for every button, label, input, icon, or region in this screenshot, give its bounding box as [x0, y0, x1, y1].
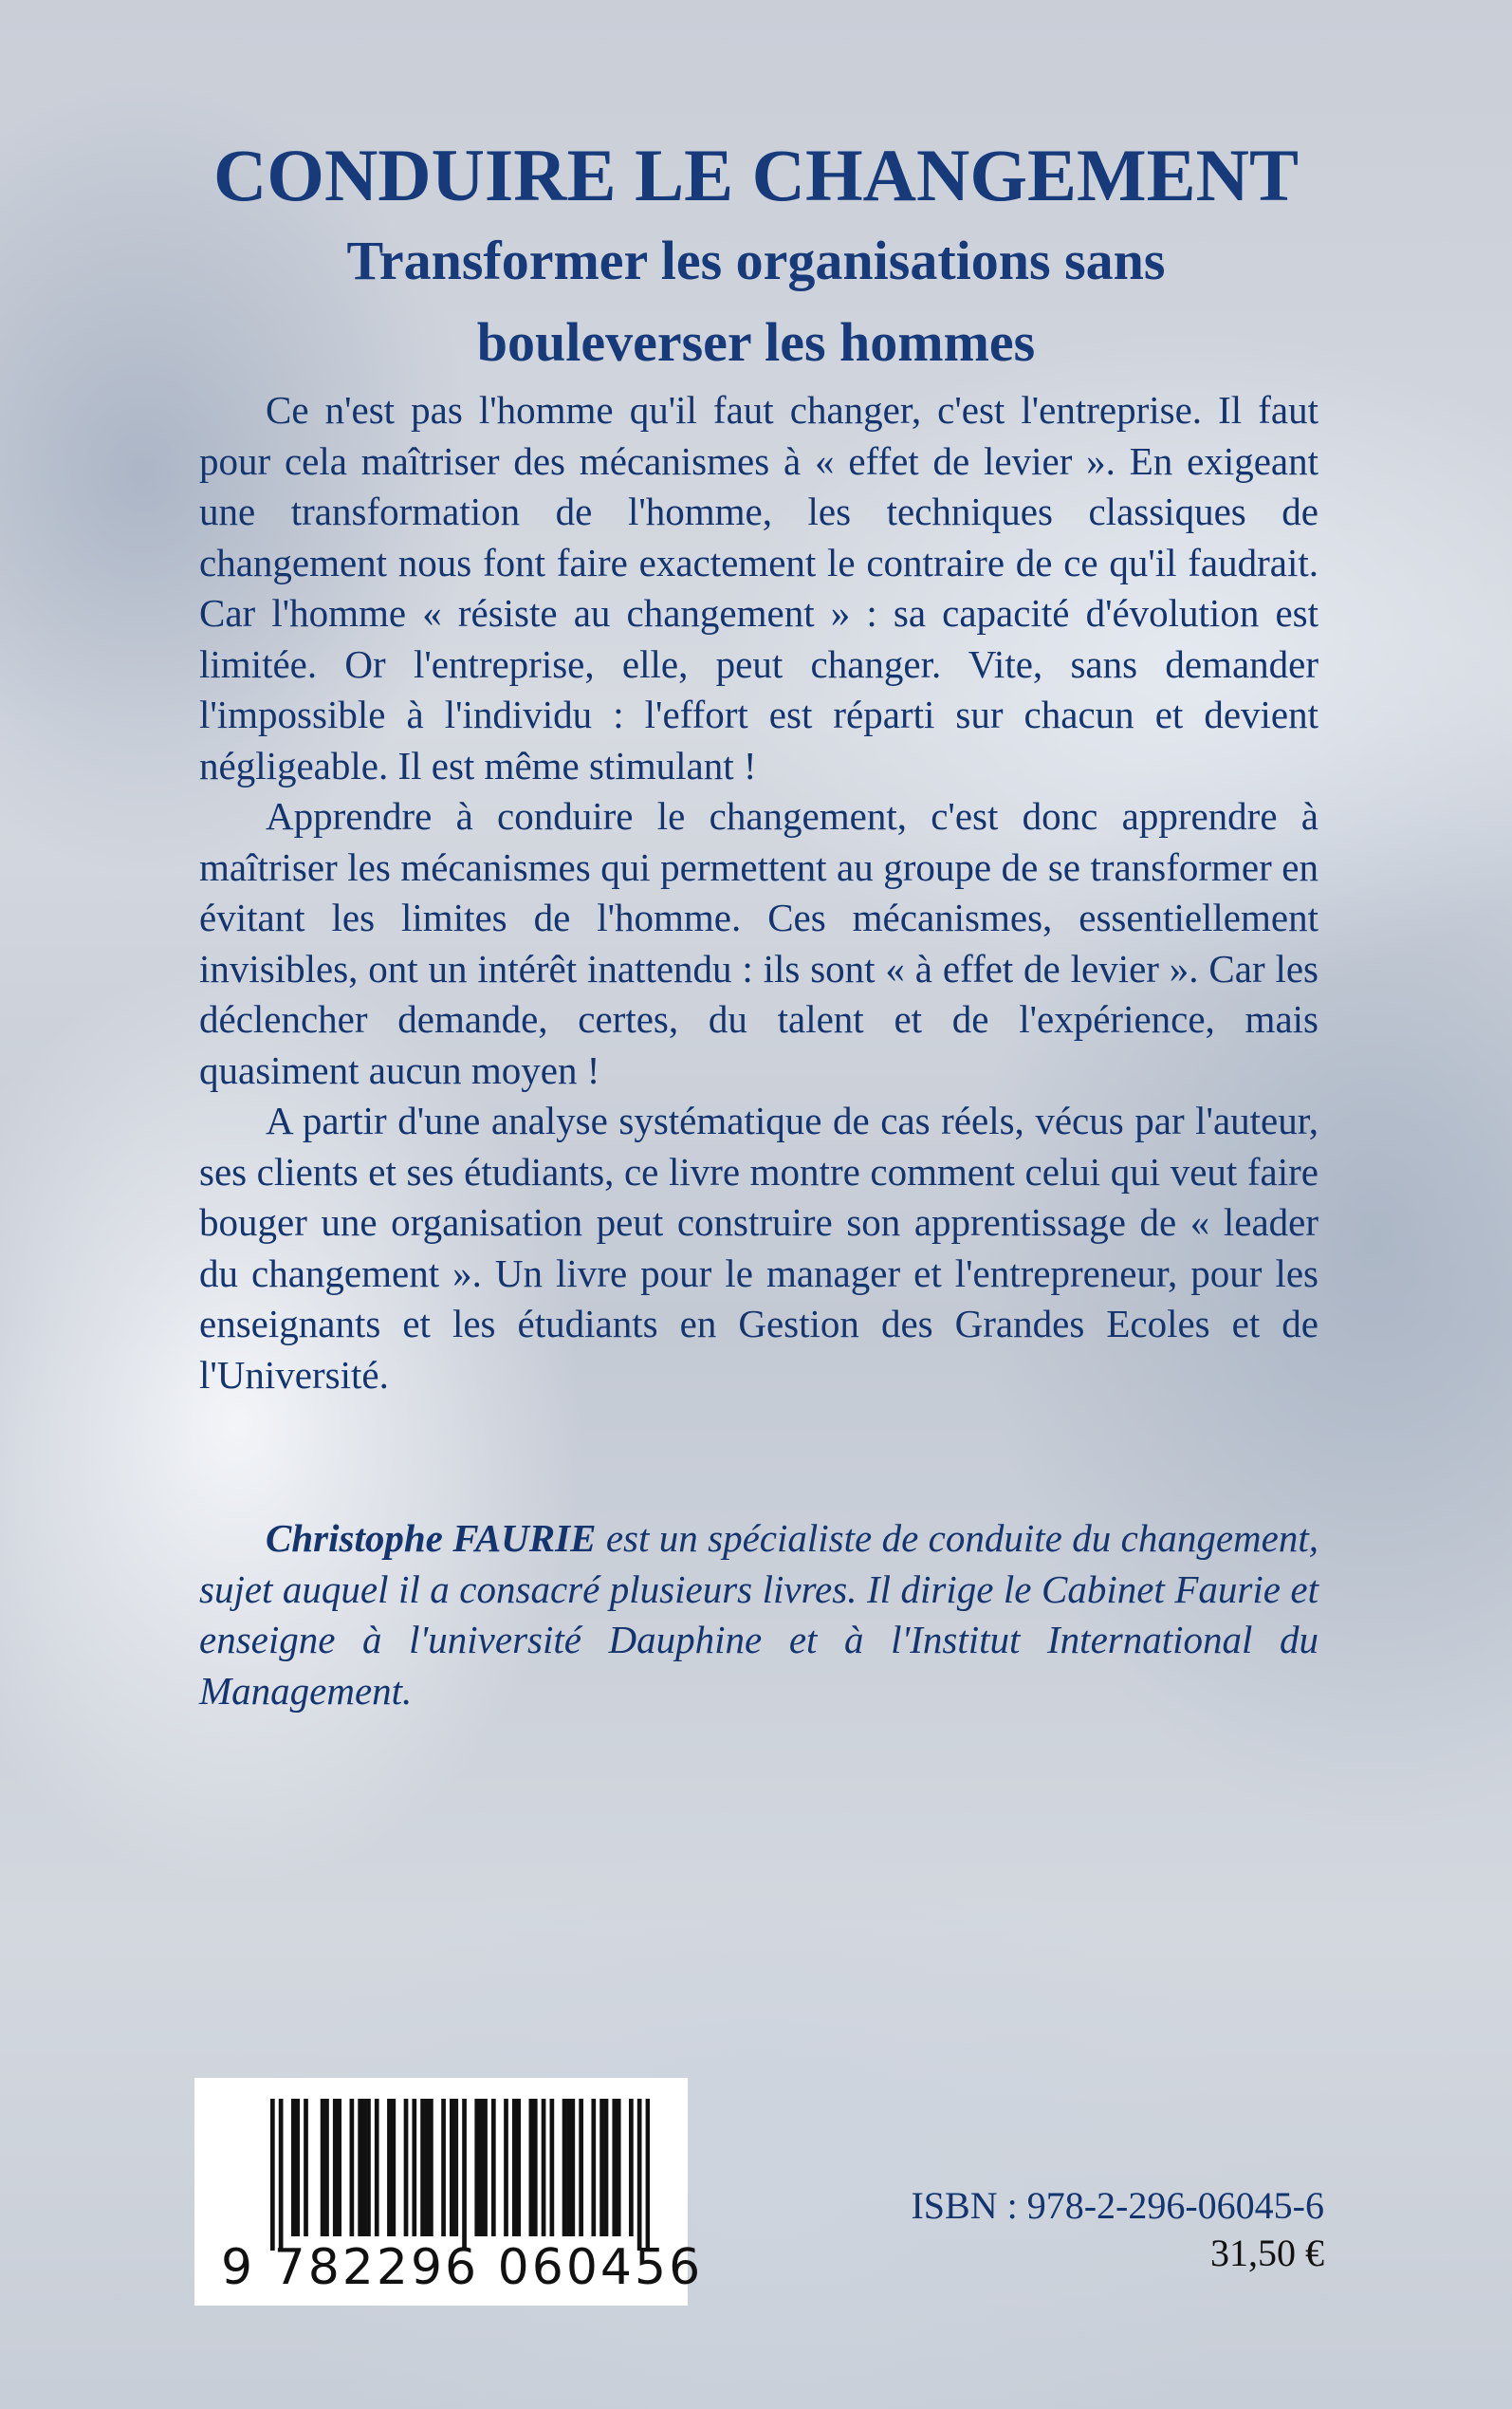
barcode-bar [412, 2099, 416, 2236]
barcode-bar [591, 2099, 596, 2236]
barcode-bar [533, 2099, 538, 2236]
barcode-bar [337, 2099, 341, 2236]
barcode-bar [504, 2099, 508, 2236]
barcode-bars [270, 2099, 650, 2251]
barcode-bar [350, 2099, 355, 2236]
author-bio [199, 1513, 1318, 1716]
barcode-bar [604, 2099, 609, 2236]
barcode-bar [483, 2099, 488, 2236]
blurb [199, 385, 1318, 1400]
book-subtitle [0, 220, 1512, 383]
barcode-bar [358, 2099, 362, 2236]
barcode-bar [425, 2099, 430, 2236]
barcode-bar [550, 2099, 555, 2236]
barcode-bar [566, 2099, 571, 2236]
barcode-bar [479, 2099, 484, 2236]
barcode-bar [612, 2099, 617, 2236]
barcode-bar [646, 2099, 650, 2251]
barcode-bar [570, 2099, 575, 2236]
barcode-bar [599, 2099, 604, 2236]
barcode-bar [387, 2099, 392, 2236]
author-bio-paragraph [199, 1513, 1318, 1716]
barcode-bar [366, 2099, 371, 2236]
barcode-bar [429, 2099, 433, 2236]
blurb-paragraph-1: Ce n'est pas l'homme qu'il faut changer, c'est l'entreprise. Il faut pour cela maîtriser des mécanismes à « effet de levier ». En exigeant une transformation de l'homme, les techniques classiques de changement nous font faire exactement le contraire de ce qu'il faudrait. Car l'homme « résiste au changement » : sa capacité d'évolution est limitée. Or l'entreprise, elle, peut changer. Vite, sans demander l'impossible à l'individu : l'effort est réparti sur chacun et devient négligeable. Il est même stimulant ! [199, 388, 1318, 788]
barcode-bar [391, 2099, 396, 2236]
barcode-bar [453, 2099, 458, 2236]
barcode-bar [324, 2099, 329, 2236]
blurb-paragraph-2: Apprendre à conduire le changement, c'est donc apprendre à maîtriser les mécanismes qui permettent au groupe de se transformer en évitant les limites de l'homme. Ces mécanismes, essentiellement invisibles, ont un intérêt inattendu : ils sont « à effet de levier ». Car les déclencher demande, certes, du talent et de l'expérience, mais quasiment aucun moyen ! [199, 794, 1318, 1092]
barcode-bar [291, 2099, 296, 2236]
isbn: ISBN : 978-2-296-06045-6 [911, 2184, 1324, 2227]
barcode-digits: 9 782296 060456 [221, 2239, 704, 2296]
barcode-bar [333, 2099, 338, 2236]
barcode-bar [420, 2099, 425, 2236]
barcode-bar [617, 2099, 621, 2236]
price: 31,50 € [1210, 2232, 1324, 2274]
barcode-bar [579, 2099, 583, 2236]
barcode-bar [295, 2099, 300, 2236]
barcode-bar [542, 2099, 546, 2236]
barcode-bar [270, 2099, 275, 2251]
barcode-bar [529, 2099, 534, 2236]
author-name: Christophe FAURIE [266, 1516, 597, 1560]
barcode-bar [637, 2099, 642, 2251]
barcode-bar [629, 2099, 634, 2236]
barcode-bar [516, 2099, 521, 2236]
barcode-bar [562, 2099, 567, 2236]
barcode-bar [304, 2099, 308, 2236]
blurb-paragraph-3: A partir d'une analyse systématique de cas réels, vécus par l'auteur, ses clients et ses étudiants, ce livre montre comment celui qui veut faire bouger une organisation peut construire son apprentissage de « leader du changement ». Un livre pour le manager et l'entrepreneur, pour les enseignants et les étudiants en Gestion des Grandes Ecoles et de l'Université. [199, 1099, 1318, 1397]
barcode-bar [375, 2099, 379, 2236]
barcode-bar [441, 2099, 446, 2236]
barcode-bar [462, 2099, 467, 2251]
book-title: CONDUIRE LE CHANGEMENT [212, 134, 1300, 216]
barcode [194, 2078, 704, 2306]
barcode-bar [321, 2099, 325, 2236]
subtitle-line-2: bouleverser les hommes [476, 311, 1036, 373]
subtitle-line-1: Transformer les organisations sans [346, 230, 1166, 291]
author-bio-text: est un spécialiste de conduite du changement, sujet auquel il a consacré plusieurs livres. Il dirige le Cabinet Faurie et enseigne à l'université Dauphine et à l'Institut International du Management. [199, 1516, 1318, 1713]
barcode-bar [474, 2099, 479, 2236]
barcode-bar [362, 2099, 367, 2236]
barcode-bar [450, 2099, 454, 2236]
barcode-bar [512, 2099, 517, 2236]
barcode-bar [279, 2099, 284, 2251]
barcode-bar [491, 2099, 496, 2236]
barcode-bar [404, 2099, 409, 2236]
